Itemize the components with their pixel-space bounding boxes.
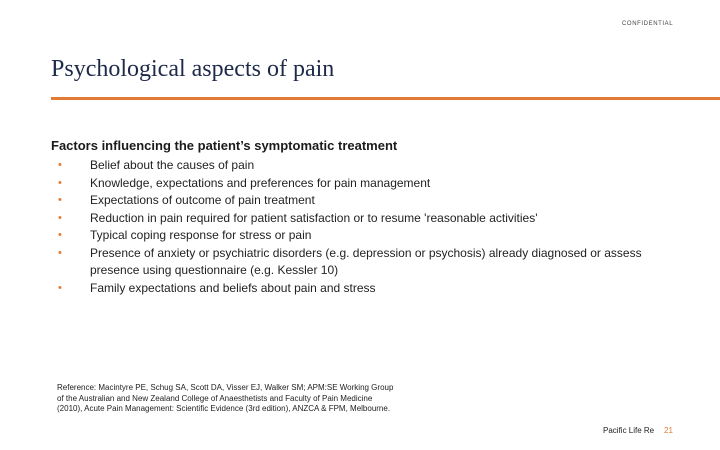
factor-list (58, 157, 658, 297)
bullet-icon: • (58, 229, 62, 241)
list-item-text: Reduction in pain required for patient satisfaction or to resume 'reasonable activities' (90, 210, 538, 225)
footer-brand: Pacific Life Re (603, 426, 655, 435)
list-item-text: Knowledge, expectations and preferences for pain management (90, 175, 431, 190)
list-item-text: Belief about the causes of pain (90, 158, 255, 172)
confidential-label: CONFIDENTIAL (622, 21, 674, 27)
list-item-text: Typical coping response for stress or pain (90, 228, 312, 242)
list-item (58, 210, 658, 228)
bullet-icon: • (58, 211, 62, 224)
bullet-icon: • (58, 159, 62, 171)
bullet-icon: • (58, 176, 62, 189)
list-item (58, 192, 658, 210)
list-item-text: Presence of anxiety or psychiatric disorders (e.g. depression or psychosis) already diagnosed or assess presence using questionnaire (e.g. Kessler 10) (90, 245, 642, 277)
list-item (58, 245, 658, 280)
list-item-text: Expectations of outcome of pain treatment (90, 193, 315, 207)
list-item (58, 157, 658, 175)
bullet-icon: • (58, 281, 62, 294)
bullet-icon: • (58, 246, 62, 259)
list-item (58, 280, 658, 298)
list-item (58, 227, 658, 245)
list-item-text: Family expectations and beliefs about pain and stress (90, 280, 376, 295)
bullet-icon: • (58, 194, 62, 206)
section-subheading: Factors influencing the patient’s symptomatic treatment (51, 138, 398, 153)
title-divider (51, 97, 720, 100)
page-title: Psychological aspects of pain (51, 56, 335, 82)
page-number: 21 (664, 426, 673, 435)
reference-note: Reference: Macintyre PE, Schug SA, Scott DA, Visser EJ, Walker SM; APM:SE Working Group of the Australian and New Zealand College of Anaesthetists and Faculty of Pain Medicine (2010), Acute Pain Management: Scientific Evidence (3rd edition), ANZCA & FPM, Melbourne. (57, 383, 394, 413)
list-item (58, 175, 658, 193)
